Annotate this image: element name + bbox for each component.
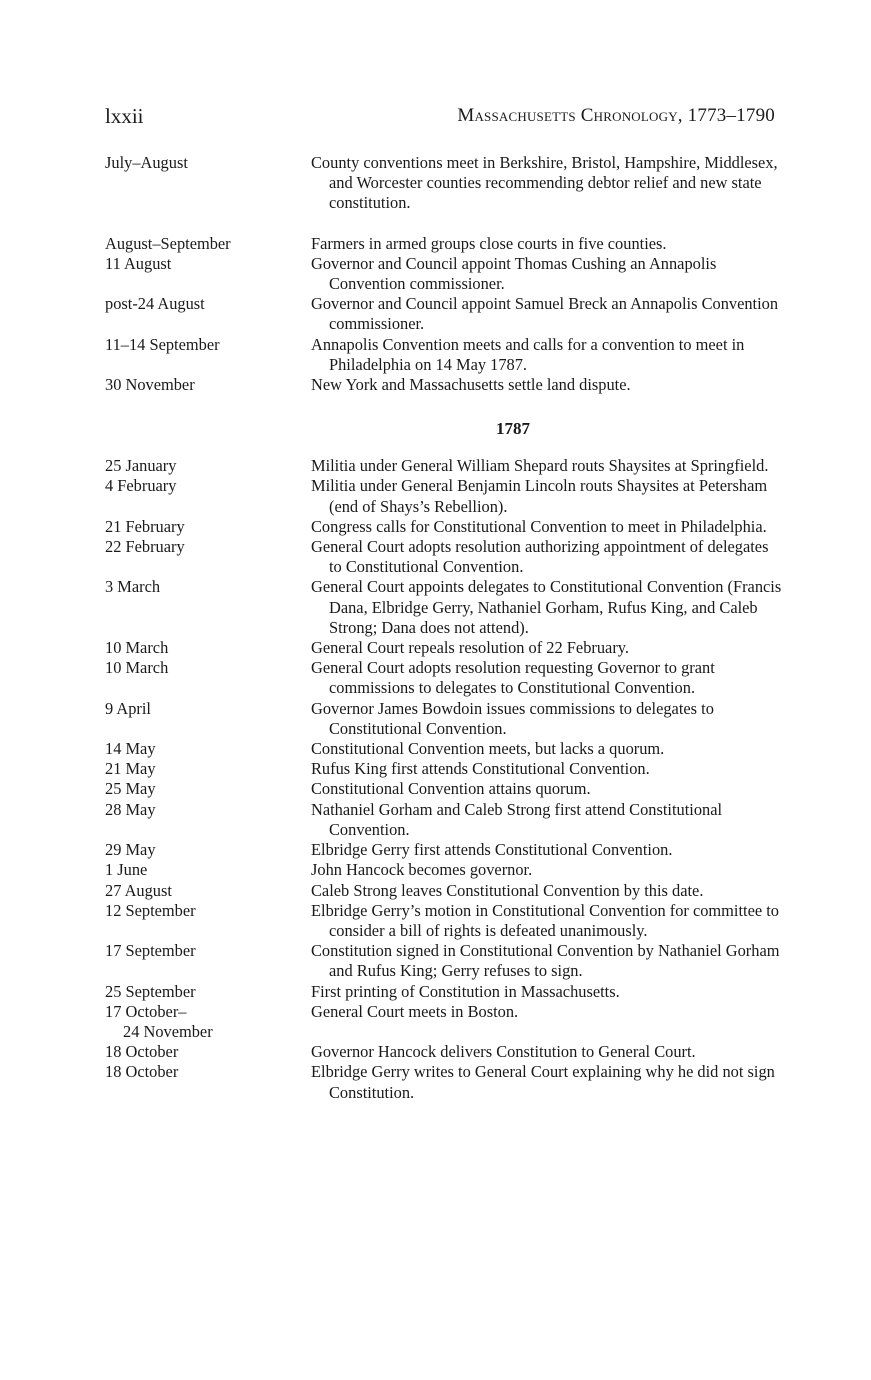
entry-date: 21 May (105, 759, 156, 779)
chronology-entry (105, 456, 785, 476)
entry-event: Nathaniel Gorham and Caleb Strong first attend Constitutional Convention. (311, 799, 723, 839)
chronology-entry (105, 638, 785, 658)
entry-event: Rufus King first attends Constitutional Convention. (311, 759, 650, 779)
chronology-entry (105, 577, 785, 638)
entry-event: General Court adopts resolution requesting Governor to grant commissions to delegates to Constitutional Convention. (311, 658, 715, 698)
entry-date: 3 March (105, 577, 161, 597)
entry-date: 25 September (105, 981, 196, 1001)
chronology-entry (105, 840, 785, 860)
entry-date: 12 September (105, 900, 196, 920)
entry-date: 17 September (105, 941, 196, 961)
entry-date-end: 24 November (123, 1021, 213, 1041)
chronology-entry (105, 759, 785, 779)
chronology-entry (105, 335, 785, 375)
entry-date: 9 April (105, 698, 151, 718)
entry-event: Constitutional Convention meets, but lacks a quorum. (311, 739, 665, 759)
entry-event: Militia under General William Shepard routs Shaysites at Springfield. (311, 456, 769, 476)
chronology-entry (105, 294, 785, 334)
chronology-entry (105, 860, 785, 880)
entry-event: Annapolis Convention meets and calls for a convention to meet in Philadelphia on 14 May 1787. (311, 334, 745, 374)
entry-date: 10 March (105, 638, 169, 658)
entry-event: Constitutional Convention attains quorum. (311, 779, 591, 799)
chronology-entry (105, 881, 785, 901)
entry-date-start: 17 October– (105, 1001, 187, 1021)
entry-date: August–September (105, 233, 231, 253)
entry-date: 18 October (105, 1042, 179, 1062)
entry-event: General Court meets in Boston. (311, 1001, 519, 1021)
chronology-entry (105, 800, 785, 840)
entry-event: First printing of Constitution in Massachusetts. (311, 981, 620, 1001)
entry-date: 1 June (105, 860, 148, 880)
entry-date: 11 August (105, 253, 172, 273)
entry-event: County conventions meet in Berkshire, Bristol, Hampshire, Middlesex, and Worcester counties recommending debtor relief and new state constitution. (311, 153, 778, 213)
chronology-list (105, 153, 785, 1103)
page-header (105, 104, 775, 130)
entry-date: 14 May (105, 739, 156, 759)
chronology-entry (105, 1042, 785, 1062)
entry-date: 21 February (105, 516, 185, 536)
entry-date: 29 May (105, 840, 156, 860)
entry-event: New York and Massachusetts settle land dispute. (311, 375, 631, 395)
entry-date: post-24 August (105, 294, 205, 314)
chronology-entry (105, 779, 785, 799)
entry-event: Militia under General Benjamin Lincoln routs Shaysites at Petersham (end of Shays’s Rebellion). (311, 476, 768, 516)
entry-date (105, 1002, 311, 1042)
entry-event: General Court repeals resolution of 22 February. (311, 638, 630, 658)
entry-date: 10 March (105, 658, 169, 678)
entry-event: Governor and Council appoint Samuel Breck an Annapolis Convention commissioner. (311, 294, 779, 334)
running-title: Massachusetts Chronology, 1773–1790 (457, 105, 775, 126)
entry-date: 28 May (105, 799, 156, 819)
chronology-entry (105, 739, 785, 759)
chronology-entry (105, 658, 785, 698)
entry-date: 18 October (105, 1062, 179, 1082)
entry-event: Farmers in armed groups close courts in five counties. (311, 233, 667, 253)
chronology-entry (105, 234, 785, 254)
entry-date: July–August (105, 153, 188, 172)
entry-event: Congress calls for Constitutional Convention to meet in Philadelphia. (311, 516, 767, 536)
entry-event: Governor Hancock delivers Constitution to General Court. (311, 1042, 696, 1062)
entry-event: General Court appoints delegates to Constitutional Convention (Francis Dana, Elbridge Gerry, Nathaniel Gorham, Rufus King, and Caleb Strong; Dana does not attend). (311, 577, 782, 637)
entry-event: Governor James Bowdoin issues commissions to delegates to Constitutional Convention. (311, 698, 714, 738)
entry-date: 11–14 September (105, 334, 220, 354)
chronology-entry (105, 699, 785, 739)
entry-event: Caleb Strong leaves Constitutional Convention by this date. (311, 880, 704, 900)
entry-event: John Hancock becomes governor. (311, 860, 533, 880)
chronology-entry (105, 1002, 785, 1042)
entry-event: Governor and Council appoint Thomas Cushing an Annapolis Convention commissioner. (311, 253, 717, 294)
chronology-entry (105, 537, 785, 577)
chronology-entry (105, 153, 785, 214)
chronology-entry (105, 1062, 785, 1102)
entry-date: 22 February (105, 537, 185, 557)
chronology-entry (105, 941, 785, 981)
entry-date: 25 January (105, 456, 177, 476)
entry-event: General Court adopts resolution authorizing appointment of delegates to Constitutional Convention. (311, 537, 769, 577)
entry-date: 4 February (105, 476, 177, 496)
entry-date: 27 August (105, 880, 172, 900)
chronology-entry (105, 517, 785, 537)
year-heading: 1787 (496, 419, 530, 439)
entry-event: Elbridge Gerry’s motion in Constitutional Convention for committee to consider a bill of rights is defeated unanimously. (311, 900, 779, 940)
page-number: lxxii (105, 104, 144, 128)
chronology-entry (105, 476, 785, 516)
entry-date: 25 May (105, 779, 156, 799)
entry-event: Elbridge Gerry first attends Constitutional Convention. (311, 840, 673, 860)
chronology-entry (105, 901, 785, 941)
entry-event: Elbridge Gerry writes to General Court explaining why he did not sign Constitution. (311, 1062, 775, 1102)
entry-event: Constitution signed in Constitutional Convention by Nathaniel Gorham and Rufus King; Gerry refuses to sign. (311, 941, 780, 981)
entry-date: 30 November (105, 375, 195, 395)
chronology-entry (105, 375, 785, 395)
chronology-entry (105, 982, 785, 1002)
chronology-entry (105, 254, 785, 294)
